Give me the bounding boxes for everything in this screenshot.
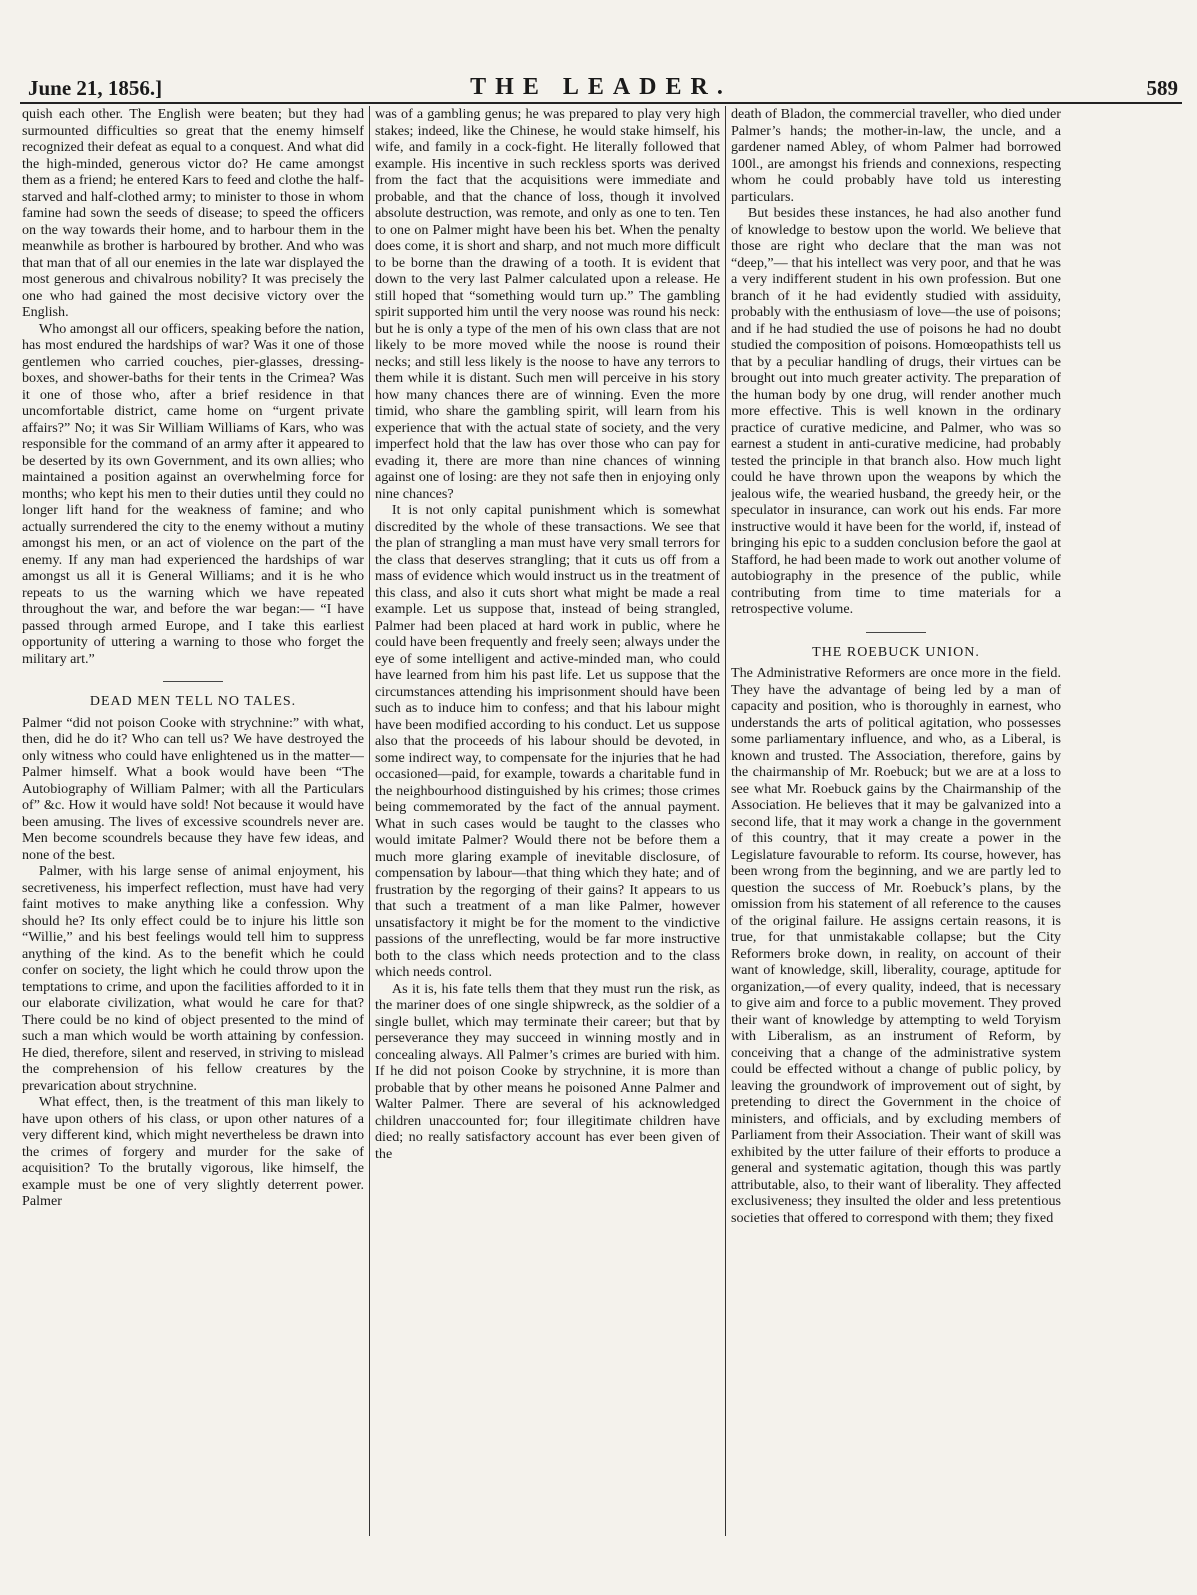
column-1 [22, 106, 364, 1536]
article-paragraph: Palmer, with his large sense of animal enjoyment, his secretiveness, his imperfect reflection, must have had very faint motives to make anything like a confession. Why should he? Its only effect could be to injure his little son “Willie,” and his best feelings would tell him to suppress anything of the kind. As to the benefit which he could confer on society, the light which he could throw upon the temptations to crime, and upon the facilities afforded to it in our elaborate civilization, what would he care for that? There could be no kind of object presented to the mind of such a man which would be worth attaining by confession. He died, therefore, silent and reserved, in striving to mislead the comprehension of his fellow creatures by the prevarication about strychnine. [22, 863, 364, 1094]
column-2 [375, 106, 720, 1536]
article-paragraph: quish each other. The English were beaten; but they had surmounted difficulties so great that the enemy himself recognized their defeat as equal to a conquest. And what did the high-minded, generous victor do? He came amongst them as a friend; he entered Kars to feed and clothe the half-starved and half-clothed army; to minister to those in whom famine had sown the seeds of disease; to speed the officers on the way towards their home, and to harbour them in the meanwhile as brother is harboured by brother. And who was that man that of all our enemies in the late war displayed the most generous and chivalrous nobility? It was precisely the one who had gained the most decisive victory over the English. [22, 106, 364, 320]
article-paragraph: Who amongst all our officers, speaking before the nation, has most endured the hardships of war? Was it one of those gentlemen who carried couches, pier-glasses, dressing-boxes, and shower-baths for their tents in the Crimea? Was it one of those who, after a brief residence in that uncomfortable district, came home on “urgent private affairs?” No; it was Sir William Williams of Kars, who was responsible for the command of an army after it appeared to be deserted by its own Government, and its own allies; who maintained a position against an overwhelming force for months; who kept his men to their duties until they could no longer lift hand for the weakness of famine; and who actually surrendered the city to the enemy without a mutiny amongst his men, or an act of violence on the part of the enemy. If any man had experienced the hardships of war amongst us all it is General Williams; and it is he who repeats to us the warning which we have repeated throughout the war, and before the war began:— “I have passed through armed Europe, and I take this earliest opportunity of uttering a warning to those who forget the military art.” [22, 320, 364, 667]
article-paragraph: But besides these instances, he had also another fund of knowledge to bestow upon the world. We believe that those are right who declare that the man was not “deep,”— that his intellect was very poor, and that he was a very indifferent student in his own profession. But one branch of it he had evidently studied with assiduity, probably with the enthusiasm of love—the use of poisons; and if he had studied the use of poisons he had no doubt studied the composition of poisons. Homœopathists tell us that by a peculiar handling of drugs, their virtues can be brought out into much greater activity. The preparation of the human body by one drug, will render another much more effective. This is well known in the ordinary practice of curative medicine, and Palmer, who was so earnest a student in anti-curative medicine, had probably tested the principle in that branch also. How much light could he have thrown upon the weapons by which the jealous wife, the wearied husband, the greedy heir, or the speculator in insurance, can work out his ends. Far more instructive would it have been for the world, if, instead of bringing his epic to a sudden conclusion before the gaol at Stafford, he had been made to work out another volume of autobiography in the presence of the public, while contributing from time to time materials for a retrospective volume. [731, 205, 1061, 617]
article-paragraph: It is not only capital punishment which is somewhat discredited by the whole of these transactions. We see that the plan of strangling a man must have very small terrors for the class that deserves strangling; that it cuts us off from a mass of evidence which would instruct us in the treatment of this class, and also it cuts short what might be made a real example. Let us suppose that, instead of being strangled, Palmer had been placed at hard work in public, where he could have been frequently and freely seen; always under the eye of some intelligent and active-minded man, who could have learned from him his past life. Let us suppose that the circumstances attending his imprisonment should have been such as to induce him to confess; and that his labour might have been modified according to his conduct. Let us suppose also that the proceeds of his labour should be devoted, in some indirect way, to compensate for the injuries that he had occasioned—paid, for example, towards a charitable fund in the neighbourhood distinguished by his crimes; those crimes being commemorated by the fact of the annual payment. What in such cases would be taught to the classes who would imitate Palmer? Would there not be before them a much more glaring example of inevitable disclosure, of compensation by labour—that thing which they hate; and of frustration by the regorging of their gains? It appears to us that such a treatment of a man like Palmer, however unsatisfactory it might be for the moment to the vindictive passions of the unreflecting, would be far more instructive both to the class which needs protection and to the class which needs control. [375, 502, 720, 980]
section-divider [163, 681, 223, 682]
column-rule [369, 106, 370, 1536]
masthead-title: THE LEADER. [470, 74, 732, 100]
article-paragraph: As it is, his fate tells them that they must run the risk, as the mariner does of one single shipwreck, as the soldier of a single bullet, which may terminate their career; but that by perseverance they may succeed in winning mostly and in concealing always. All Palmer’s crimes are buried with him. If he did not poison Cooke by strychnine, it is more than probable that by other means he poisoned Anne Palmer and Walter Palmer. There are several of his acknowledged children unaccounted for; four illegitimate children have died; no really satisfactory account has ever been given of the [375, 980, 720, 1162]
section-divider [866, 632, 926, 633]
article-paragraph: Palmer “did not poison Cooke with strychnine:” with what, then, did he do it? Who can tell us? We have destroyed the only witness who could have enlightened us in the matter—Palmer himself. What a book would have been “The Autobiography of William Palmer; with all the Particulars of” &c. How it would have sold! Not because it would have been amusing. The lives of excessive scoundrels never are. Men become scoundrels because they have few ideas, and none of the best. [22, 714, 364, 863]
issue-date: June 21, 1856.] [28, 76, 163, 100]
column-rule [725, 106, 726, 1536]
page-header [20, 72, 1182, 104]
article-paragraph: death of Bladon, the commercial traveller, who died under Palmer’s hands; the mother-in-law, the uncle, and a gardener named Abley, of whom Palmer had borrowed 100l., are amongst his friends and connexions, respecting whom he could probably have told us interesting particulars. [731, 106, 1061, 205]
article-paragraph: was of a gambling genus; he was prepared to play very high stakes; indeed, like the Chinese, he would stake himself, his wife, and family in a cock-fight. He literally followed that example. His incentive in such reckless sports was derived from the fact that the acquisitions were immediate and probable, and that the chance of loss, though it involved absolute destruction, was remote, and only as one to ten. Ten to one on Palmer might have been his bet. When the penalty does come, it is short and sharp, and not much more difficult to be borne than the drawing of a tooth. It is evident that down to the very last Palmer calculated upon a release. He still hoped that “something would turn up.” The gambling spirit supported him until the very noose was round his neck: but he is only a type of the men of his own class that are not likely to be more moved while the noose is round their necks; and still less likely is the noose to have any terrors to them while it is distant. Such men will perceive in his story how many chances there are of winning. Even the more timid, who share the gambling spirit, will learn from his experience that with the actual state of society, and the very imperfect hold that the law has over those who can pay for evading it, there are more than nine chances of winning against one of losing: are they not safe then in enjoying only nine chances? [375, 106, 720, 502]
column-3 [731, 106, 1061, 1536]
article-paragraph: What effect, then, is the treatment of this man likely to have upon others of his class, or upon other natures of a very different kind, which might nevertheless be drawn into the crimes of forgery and murder for the sake of acquisition? To the brutally vigorous, like himself, the example must be one of very slightly deterrent power. Palmer [22, 1094, 364, 1209]
page-number: 589 [1146, 76, 1178, 100]
article-heading: THE ROEBUCK UNION. [812, 644, 980, 660]
article-heading: DEAD MEN TELL NO TALES. [89, 694, 297, 709]
article-paragraph: The Administrative Reformers are once more in the field. They have the advantage of being led by a man of capacity and position, who is thoroughly in earnest, who understands the arts of political agitation, who possesses some parliamentary influence, and who, as a Liberal, is known and trusted. The Association, therefore, gains by the chairmanship of Mr. Roebuck; but we are at a loss to see what Mr. Roebuck gains by the Chairmanship of the Association. He believes that it may be galvanized into a second life, that it may work a change in the government of this country, that it may create a power in the Legislature favourable to reform. Its course, however, has been wrong from the beginning, and we are partly led to question the success of Mr. Roebuck’s plans, by the omission from his statement of all reference to the causes of the original failure. He assigns certain reasons, it is true, for that unmistakable collapse; but the City Reformers broke down, in reality, on account of their want of knowledge, skill, liberality, courage, aptitude for organization,—of every quality, indeed, that is necessary to give aim and force to a public movement. They proved their want of knowledge by attempting to weld Toryism with Liberalism, as an instrument of Reform, by conceiving that a change of the administrative system could be effected without a change of public policy, by leaving the groundwork of improvement out of sight, by pretending to direct the Government in the choice of ministers, and officials, and by excluding members of Parliament from their Association. Their want of skill was exhibited by the utter failure of their efforts to produce a general and systematic agitation, though this was partly attributable, also, to their want of liberality. They affected exclusiveness; they insulted the older and less pretentious societies that offered to correspond with them; they fixed [731, 665, 1061, 1226]
